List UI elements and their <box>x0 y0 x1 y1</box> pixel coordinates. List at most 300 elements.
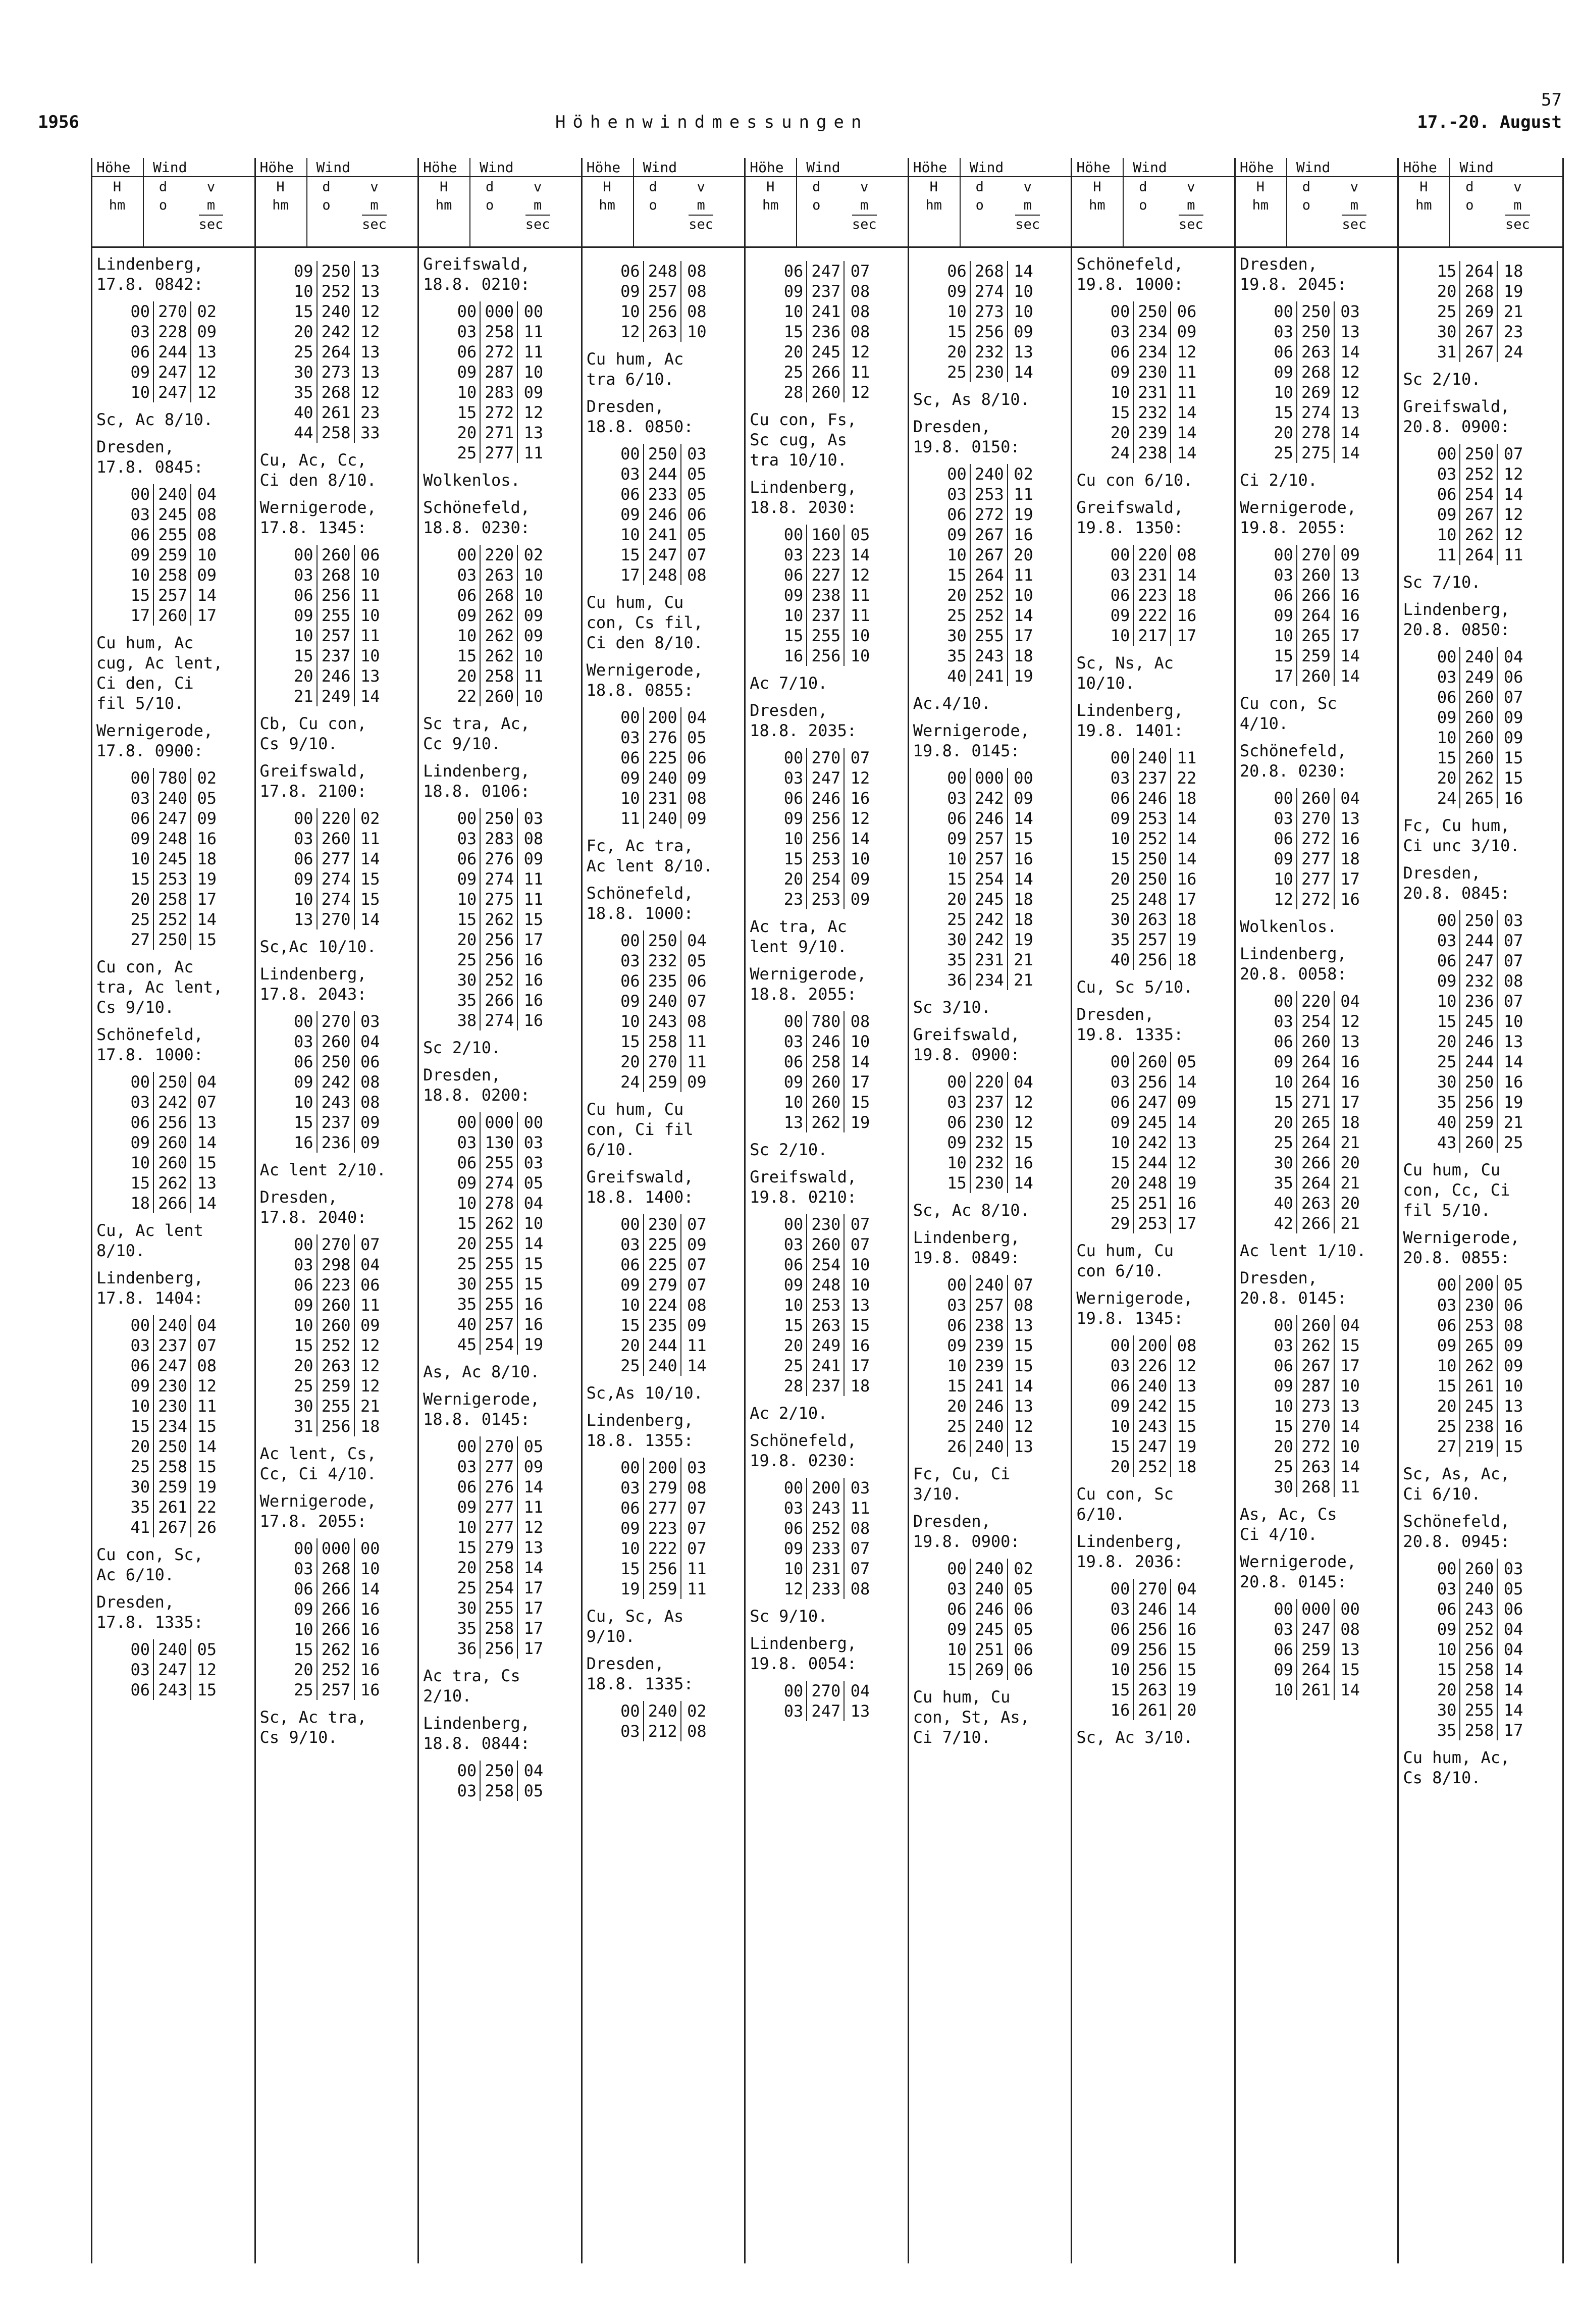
speed-cell: 18 <box>1014 890 1033 909</box>
height-cell: 00 <box>778 1011 807 1031</box>
direction-cell: 237 <box>317 646 354 666</box>
height-cell: 06 <box>778 1255 807 1275</box>
table-row <box>288 686 383 706</box>
station-date-time: Lindenberg, 18.8. 1355: <box>586 1411 694 1450</box>
direction-cell: 242 <box>317 1072 354 1092</box>
height-cell: 03 <box>125 788 153 808</box>
direction-cell: 266 <box>480 990 517 1010</box>
table-row <box>778 1214 873 1234</box>
table-row <box>288 1396 383 1416</box>
height-cell: 00 <box>288 808 317 829</box>
table-column <box>417 158 583 2263</box>
table-row <box>1268 1599 1363 1619</box>
direction-cell: 277 <box>1297 869 1334 889</box>
direction-cell: 220 <box>1297 991 1334 1011</box>
speed-cell: 16 <box>523 1011 544 1030</box>
table-row <box>1431 788 1526 808</box>
direction-cell: 260 <box>1297 1315 1334 1335</box>
height-cell: 09 <box>941 525 970 545</box>
table-row <box>1268 1153 1363 1173</box>
direction-cell: 256 <box>807 808 844 829</box>
observation-block <box>1399 1747 1562 1788</box>
table-row <box>1431 951 1526 971</box>
direction-cell: 244 <box>153 342 191 362</box>
table-row <box>615 464 710 484</box>
speed-cell: 02 <box>687 1701 707 1721</box>
height-cell: 20 <box>288 1660 317 1680</box>
station-date-time: Lindenberg, 17.8. 0842: <box>96 254 203 294</box>
speed-cell: 11 <box>1340 1477 1360 1496</box>
speed-cell: 06 <box>1014 1640 1033 1659</box>
height-cell: 20 <box>941 342 970 362</box>
height-cell: 00 <box>778 1214 807 1234</box>
speed-cell: 14 <box>197 910 217 929</box>
speed-cell: 14 <box>523 1477 544 1496</box>
direction-cell: 261 <box>1297 1680 1334 1700</box>
speed-cell: 18 <box>1177 910 1197 929</box>
direction-cell: 253 <box>807 849 844 869</box>
speed-cell: 16 <box>1503 789 1523 808</box>
table-row <box>615 1478 710 1498</box>
speed-cell: 06 <box>360 545 380 564</box>
height-cell: 03 <box>451 1781 480 1801</box>
speed-cell: 18 <box>1340 849 1360 868</box>
observation-block <box>1236 1241 1399 1261</box>
direction-cell: 200 <box>644 1458 681 1478</box>
height-cell: 10 <box>1104 626 1133 646</box>
direction-cell: 243 <box>153 1680 191 1700</box>
speed-cell: 09 <box>1503 1356 1523 1375</box>
speed-cell: 12 <box>1340 383 1360 402</box>
height-cell: 20 <box>1104 1173 1133 1193</box>
direction-cell: 260 <box>1460 728 1497 748</box>
direction-cell: 263 <box>1133 909 1171 929</box>
direction-cell: 260 <box>807 1234 844 1255</box>
height-cell: 06 <box>1431 484 1460 504</box>
observation-block <box>909 1687 1073 1747</box>
height-cell: 00 <box>615 444 644 464</box>
table-row <box>778 1681 873 1701</box>
table-row <box>941 281 1036 301</box>
height-cell: 15 <box>615 1315 644 1335</box>
table-row <box>288 1335 383 1356</box>
height-cell: 06 <box>1431 951 1460 971</box>
speed-cell: 19 <box>1177 1680 1197 1699</box>
table-row <box>125 1132 220 1153</box>
station-date-time: Lindenberg, 17.8. 2043: <box>259 964 367 1004</box>
height-cell: 00 <box>1431 444 1460 464</box>
height-cell: 09 <box>1268 1376 1297 1396</box>
speed-cell: 10 <box>850 1255 870 1274</box>
table-row <box>1268 1031 1363 1052</box>
height-cell: 10 <box>1431 1639 1460 1660</box>
table-row <box>1431 1579 1526 1599</box>
direction-cell: 245 <box>1133 1112 1171 1132</box>
direction-cell: 267 <box>1460 504 1497 525</box>
speed-cell: 14 <box>1014 363 1033 382</box>
direction-cell: 223 <box>317 1275 354 1295</box>
station-date-time: Lindenberg, 19.8. 1401: <box>1076 701 1184 740</box>
direction-cell: 267 <box>970 545 1008 565</box>
height-cell: 15 <box>941 1660 970 1680</box>
direction-cell: 232 <box>1133 402 1171 423</box>
cloud-cover-note: Cb, Cu con, Cs 9/10. <box>259 714 367 753</box>
height-cell: 06 <box>1104 342 1133 362</box>
speed-cell: 08 <box>850 322 870 341</box>
direction-cell: 247 <box>153 362 191 382</box>
direction-cell: 237 <box>317 1112 354 1132</box>
speed-cell: 13 <box>197 342 217 361</box>
table-row <box>1431 261 1526 281</box>
table-row <box>941 1416 1036 1436</box>
height-cell: 00 <box>451 545 480 565</box>
cloud-cover-note: Cu hum, Cu con, Cc, Ci fil 5/10. <box>1403 1160 1510 1220</box>
direction-cell: 245 <box>970 889 1008 909</box>
height-cell: 03 <box>125 1335 153 1356</box>
height-cell: 09 <box>125 545 153 565</box>
speed-cell: 09 <box>523 626 544 645</box>
table-row <box>941 1619 1036 1639</box>
speed-cell: 07 <box>1503 688 1523 707</box>
direction-cell: 271 <box>480 423 517 443</box>
table-row <box>1268 1193 1363 1213</box>
height-cell: 00 <box>941 1559 970 1579</box>
table-row <box>125 585 220 605</box>
height-cell: 06 <box>1104 1619 1133 1639</box>
speed-cell: 11 <box>687 1052 707 1071</box>
table-row <box>615 748 710 768</box>
direction-cell: 262 <box>153 1173 191 1193</box>
height-cell: 00 <box>941 464 970 484</box>
direction-cell: 241 <box>807 301 844 322</box>
height-cell: 10 <box>1268 869 1297 889</box>
direction-cell: 256 <box>807 829 844 849</box>
observation-block <box>1072 497 1236 646</box>
column-body <box>1072 254 1236 1754</box>
direction-cell: 000 <box>970 768 1008 788</box>
height-cell: 10 <box>941 1356 970 1376</box>
table-row <box>288 1092 383 1112</box>
table-row <box>941 1376 1036 1396</box>
height-cell: 15 <box>125 585 153 605</box>
speed-cell: 11 <box>850 363 870 382</box>
speed-cell: 13 <box>1340 1397 1360 1416</box>
height-cell: 44 <box>288 423 317 443</box>
speed-cell: 07 <box>850 262 870 281</box>
direction-cell: 230 <box>970 1173 1008 1193</box>
table-row <box>1431 301 1526 322</box>
cloud-cover-note: Sc,Ac 10/10. <box>259 937 377 956</box>
speed-cell: 11 <box>360 829 380 848</box>
table-row <box>778 301 873 322</box>
wind-profile-table <box>778 261 873 402</box>
direction-cell: 256 <box>1460 1639 1497 1660</box>
speed-cell: 11 <box>360 1296 380 1315</box>
height-cell: 30 <box>125 1477 153 1497</box>
height-cell: 36 <box>451 1638 480 1659</box>
wind-profile-table <box>125 1639 220 1700</box>
table-row <box>1104 545 1199 565</box>
table-row <box>778 829 873 849</box>
height-cell: 15 <box>941 565 970 585</box>
direction-cell: 264 <box>317 342 354 362</box>
table-row <box>941 1275 1036 1295</box>
speed-cell: 12 <box>1014 1113 1033 1132</box>
speed-cell: 08 <box>850 282 870 301</box>
speed-cell: 00 <box>1014 768 1033 788</box>
speed-cell: 16 <box>523 1295 544 1314</box>
speed-cell: 07 <box>197 1093 217 1112</box>
direction-cell: 226 <box>1133 1356 1171 1376</box>
direction-cell: 258 <box>644 1031 681 1052</box>
height-cell: 00 <box>288 1234 317 1255</box>
height-cell: 09 <box>288 869 317 889</box>
speed-cell: 15 <box>1014 1356 1033 1375</box>
direction-cell: 240 <box>1460 1579 1497 1599</box>
speed-cell: 15 <box>850 1316 870 1335</box>
table-row <box>125 909 220 929</box>
height-cell: 10 <box>1268 1072 1297 1092</box>
observation-block <box>1072 1241 1236 1281</box>
direction-cell: 243 <box>1460 1599 1497 1619</box>
speed-cell: 06 <box>687 748 707 767</box>
direction-cell: 242 <box>970 909 1008 929</box>
direction-cell: 240 <box>317 301 354 322</box>
station-date-time: Dresden, 18.8. 0850: <box>586 397 694 436</box>
table-row <box>1268 1477 1363 1497</box>
table-row <box>1104 788 1199 808</box>
height-cell: 00 <box>778 1681 807 1701</box>
speed-cell: 06 <box>1177 302 1197 321</box>
table-row <box>451 666 546 686</box>
direction-cell: 230 <box>1460 1295 1497 1315</box>
height-cell: 09 <box>778 1072 807 1092</box>
observation-block <box>92 1592 256 1700</box>
table-row <box>1268 1660 1363 1680</box>
table-column <box>1071 158 1236 2263</box>
speed-cell: 04 <box>1340 1316 1360 1335</box>
speed-cell: 09 <box>523 1457 544 1476</box>
table-row <box>451 1294 546 1314</box>
wind-profile-table <box>615 261 710 342</box>
direction-cell: 265 <box>1460 788 1497 808</box>
height-cell: 10 <box>1104 1132 1133 1153</box>
table-row <box>1268 605 1363 626</box>
speed-cell: 00 <box>1340 1599 1360 1619</box>
direction-cell: 254 <box>970 869 1008 889</box>
direction-cell: 250 <box>153 929 191 950</box>
height-cell: 09 <box>125 1376 153 1396</box>
table-row <box>1104 869 1199 889</box>
table-row <box>1431 687 1526 707</box>
direction-cell: 230 <box>970 1112 1008 1132</box>
height-cell: 03 <box>941 788 970 808</box>
direction-cell: 257 <box>317 1680 354 1700</box>
height-cell: 20 <box>615 1335 644 1356</box>
height-cell: 03 <box>1431 931 1460 951</box>
table-row <box>1268 1457 1363 1477</box>
observation-block <box>1236 944 1399 1233</box>
speed-cell: 07 <box>850 1539 870 1558</box>
table-row <box>1104 402 1199 423</box>
direction-cell: 268 <box>970 261 1008 281</box>
table-row <box>451 402 546 423</box>
station-date-time: Dresden, 20.8. 0845: <box>1403 863 1510 903</box>
observation-block <box>92 1220 256 1261</box>
direction-cell: 262 <box>480 626 517 646</box>
observation-block <box>583 1606 746 1646</box>
table-row <box>1431 322 1526 342</box>
speed-cell: 14 <box>1340 342 1360 361</box>
wind-profile-table <box>615 1214 710 1376</box>
page-dates: 17.-20. August <box>1417 112 1562 132</box>
height-cell: 09 <box>125 362 153 382</box>
table-row <box>288 402 383 423</box>
speed-cell: 16 <box>1177 1194 1197 1213</box>
cloud-cover-note: Cu, Ac, Cc, Ci den 8/10. <box>259 450 377 490</box>
height-cell: 20 <box>125 1436 153 1457</box>
table-row <box>125 768 220 788</box>
table-row <box>1268 829 1363 849</box>
speed-cell: 05 <box>523 1173 544 1193</box>
height-cell: 25 <box>288 1680 317 1700</box>
height-cell: 20 <box>451 929 480 950</box>
height-cell: 06 <box>1268 1031 1297 1052</box>
height-cell: 28 <box>778 1376 807 1396</box>
height-cell: 42 <box>1268 1213 1297 1233</box>
table-row <box>288 1011 383 1031</box>
cloud-cover-note: Ac lent 1/10. <box>1239 1241 1366 1260</box>
height-cell: 10 <box>1268 382 1297 402</box>
observation-block <box>1399 863 1562 1153</box>
table-row <box>1104 1700 1199 1720</box>
speed-cell: 09 <box>687 1235 707 1254</box>
table-row <box>778 1092 873 1112</box>
direction-cell: 240 <box>1460 647 1497 667</box>
speed-cell: 15 <box>1503 1437 1523 1456</box>
direction-cell: 261 <box>153 1497 191 1517</box>
wind-profile-table <box>288 1234 383 1436</box>
table-row <box>288 889 383 909</box>
table-row <box>1104 1092 1199 1112</box>
wind-profile-table <box>1104 1335 1199 1477</box>
table-row <box>778 1234 873 1255</box>
observation-block <box>583 1383 746 1403</box>
direction-cell: 258 <box>480 666 517 686</box>
direction-cell: 225 <box>644 1234 681 1255</box>
speed-cell: 04 <box>1340 789 1360 808</box>
table-row <box>615 1255 710 1275</box>
table-row <box>451 626 546 646</box>
height-cell: 06 <box>941 261 970 281</box>
direction-cell: 240 <box>970 1275 1008 1295</box>
speed-cell: 07 <box>1503 444 1523 463</box>
height-cell: 09 <box>451 1497 480 1517</box>
table-row <box>451 301 546 322</box>
table-row <box>1104 1132 1199 1153</box>
speed-cell: 15 <box>197 1153 217 1172</box>
station-date-time: Wernigerode, 20.8. 0145: <box>1239 1552 1357 1591</box>
table-row <box>941 1660 1036 1680</box>
height-cell: 03 <box>1431 667 1460 687</box>
height-cell: 30 <box>1431 1072 1460 1092</box>
speed-cell: 11 <box>1177 748 1197 767</box>
table-row <box>778 382 873 402</box>
observation-block <box>256 1707 419 1747</box>
wind-profile-table <box>1431 647 1526 808</box>
speed-cell: 19 <box>523 1335 544 1354</box>
height-cell: 06 <box>1104 788 1133 808</box>
height-cell: 06 <box>125 1112 153 1132</box>
height-cell: 09 <box>1104 362 1133 382</box>
table-row <box>451 1578 546 1598</box>
station-date-time: Dresden, 17.8. 2040: <box>259 1187 367 1227</box>
table-row <box>125 929 220 950</box>
speed-cell: 09 <box>360 1133 380 1152</box>
speed-cell: 08 <box>360 1093 380 1112</box>
speed-cell: 14 <box>1340 1417 1360 1436</box>
speed-cell: 02 <box>360 809 380 828</box>
table-row <box>615 768 710 788</box>
station-date-time: Greifswald, 18.8. 0210: <box>423 254 531 294</box>
height-cell: 15 <box>941 869 970 889</box>
cloud-cover-note: Cu hum, Cu con 6/10. <box>1076 1241 1174 1280</box>
height-cell: 15 <box>288 1112 317 1132</box>
direction-cell: 234 <box>1133 342 1171 362</box>
direction-cell: 236 <box>807 322 844 342</box>
direction-cell: 266 <box>317 1599 354 1619</box>
direction-cell: 252 <box>807 1518 844 1538</box>
cloud-cover-note: Cu, Sc 5/10. <box>1076 977 1193 997</box>
observation-block <box>1236 497 1399 686</box>
speed-cell: 14 <box>850 1052 870 1071</box>
column-header <box>583 158 746 248</box>
observation-block <box>909 1464 1073 1504</box>
height-cell: 10 <box>125 565 153 585</box>
height-cell: 03 <box>1268 1011 1297 1031</box>
direction-cell: 242 <box>317 322 354 342</box>
table-row <box>1431 991 1526 1011</box>
speed-unit: v m sec <box>1178 179 1203 232</box>
speed-cell: 16 <box>1340 829 1360 848</box>
observation-block <box>419 1038 583 1058</box>
direction-cell: 256 <box>480 950 517 970</box>
station-date-time: Dresden, 17.8. 1335: <box>96 1592 203 1632</box>
table-row <box>778 748 873 768</box>
direction-cell: 272 <box>1297 829 1334 849</box>
direction-cell: 267 <box>1297 1356 1334 1376</box>
speed-cell: 14 <box>360 910 380 929</box>
direction-cell: 266 <box>153 1193 191 1213</box>
table-row <box>288 382 383 402</box>
height-cell: 10 <box>778 1092 807 1112</box>
table-row <box>778 869 873 889</box>
direction-cell: 256 <box>1133 1619 1171 1639</box>
direction-cell: 217 <box>1133 626 1171 646</box>
height-cell: 31 <box>1431 342 1460 362</box>
direction-cell: 273 <box>970 301 1008 322</box>
height-cell: 30 <box>451 1598 480 1618</box>
direction-cell: 780 <box>153 768 191 788</box>
column-body <box>1399 254 1562 1795</box>
height-cell: 25 <box>1268 1132 1297 1153</box>
observation-block <box>1399 261 1562 362</box>
speed-cell: 07 <box>1503 931 1523 950</box>
table-row <box>615 1234 710 1255</box>
table-row <box>1268 382 1363 402</box>
observation-block <box>1399 396 1562 565</box>
height-cell: 03 <box>1268 565 1297 585</box>
